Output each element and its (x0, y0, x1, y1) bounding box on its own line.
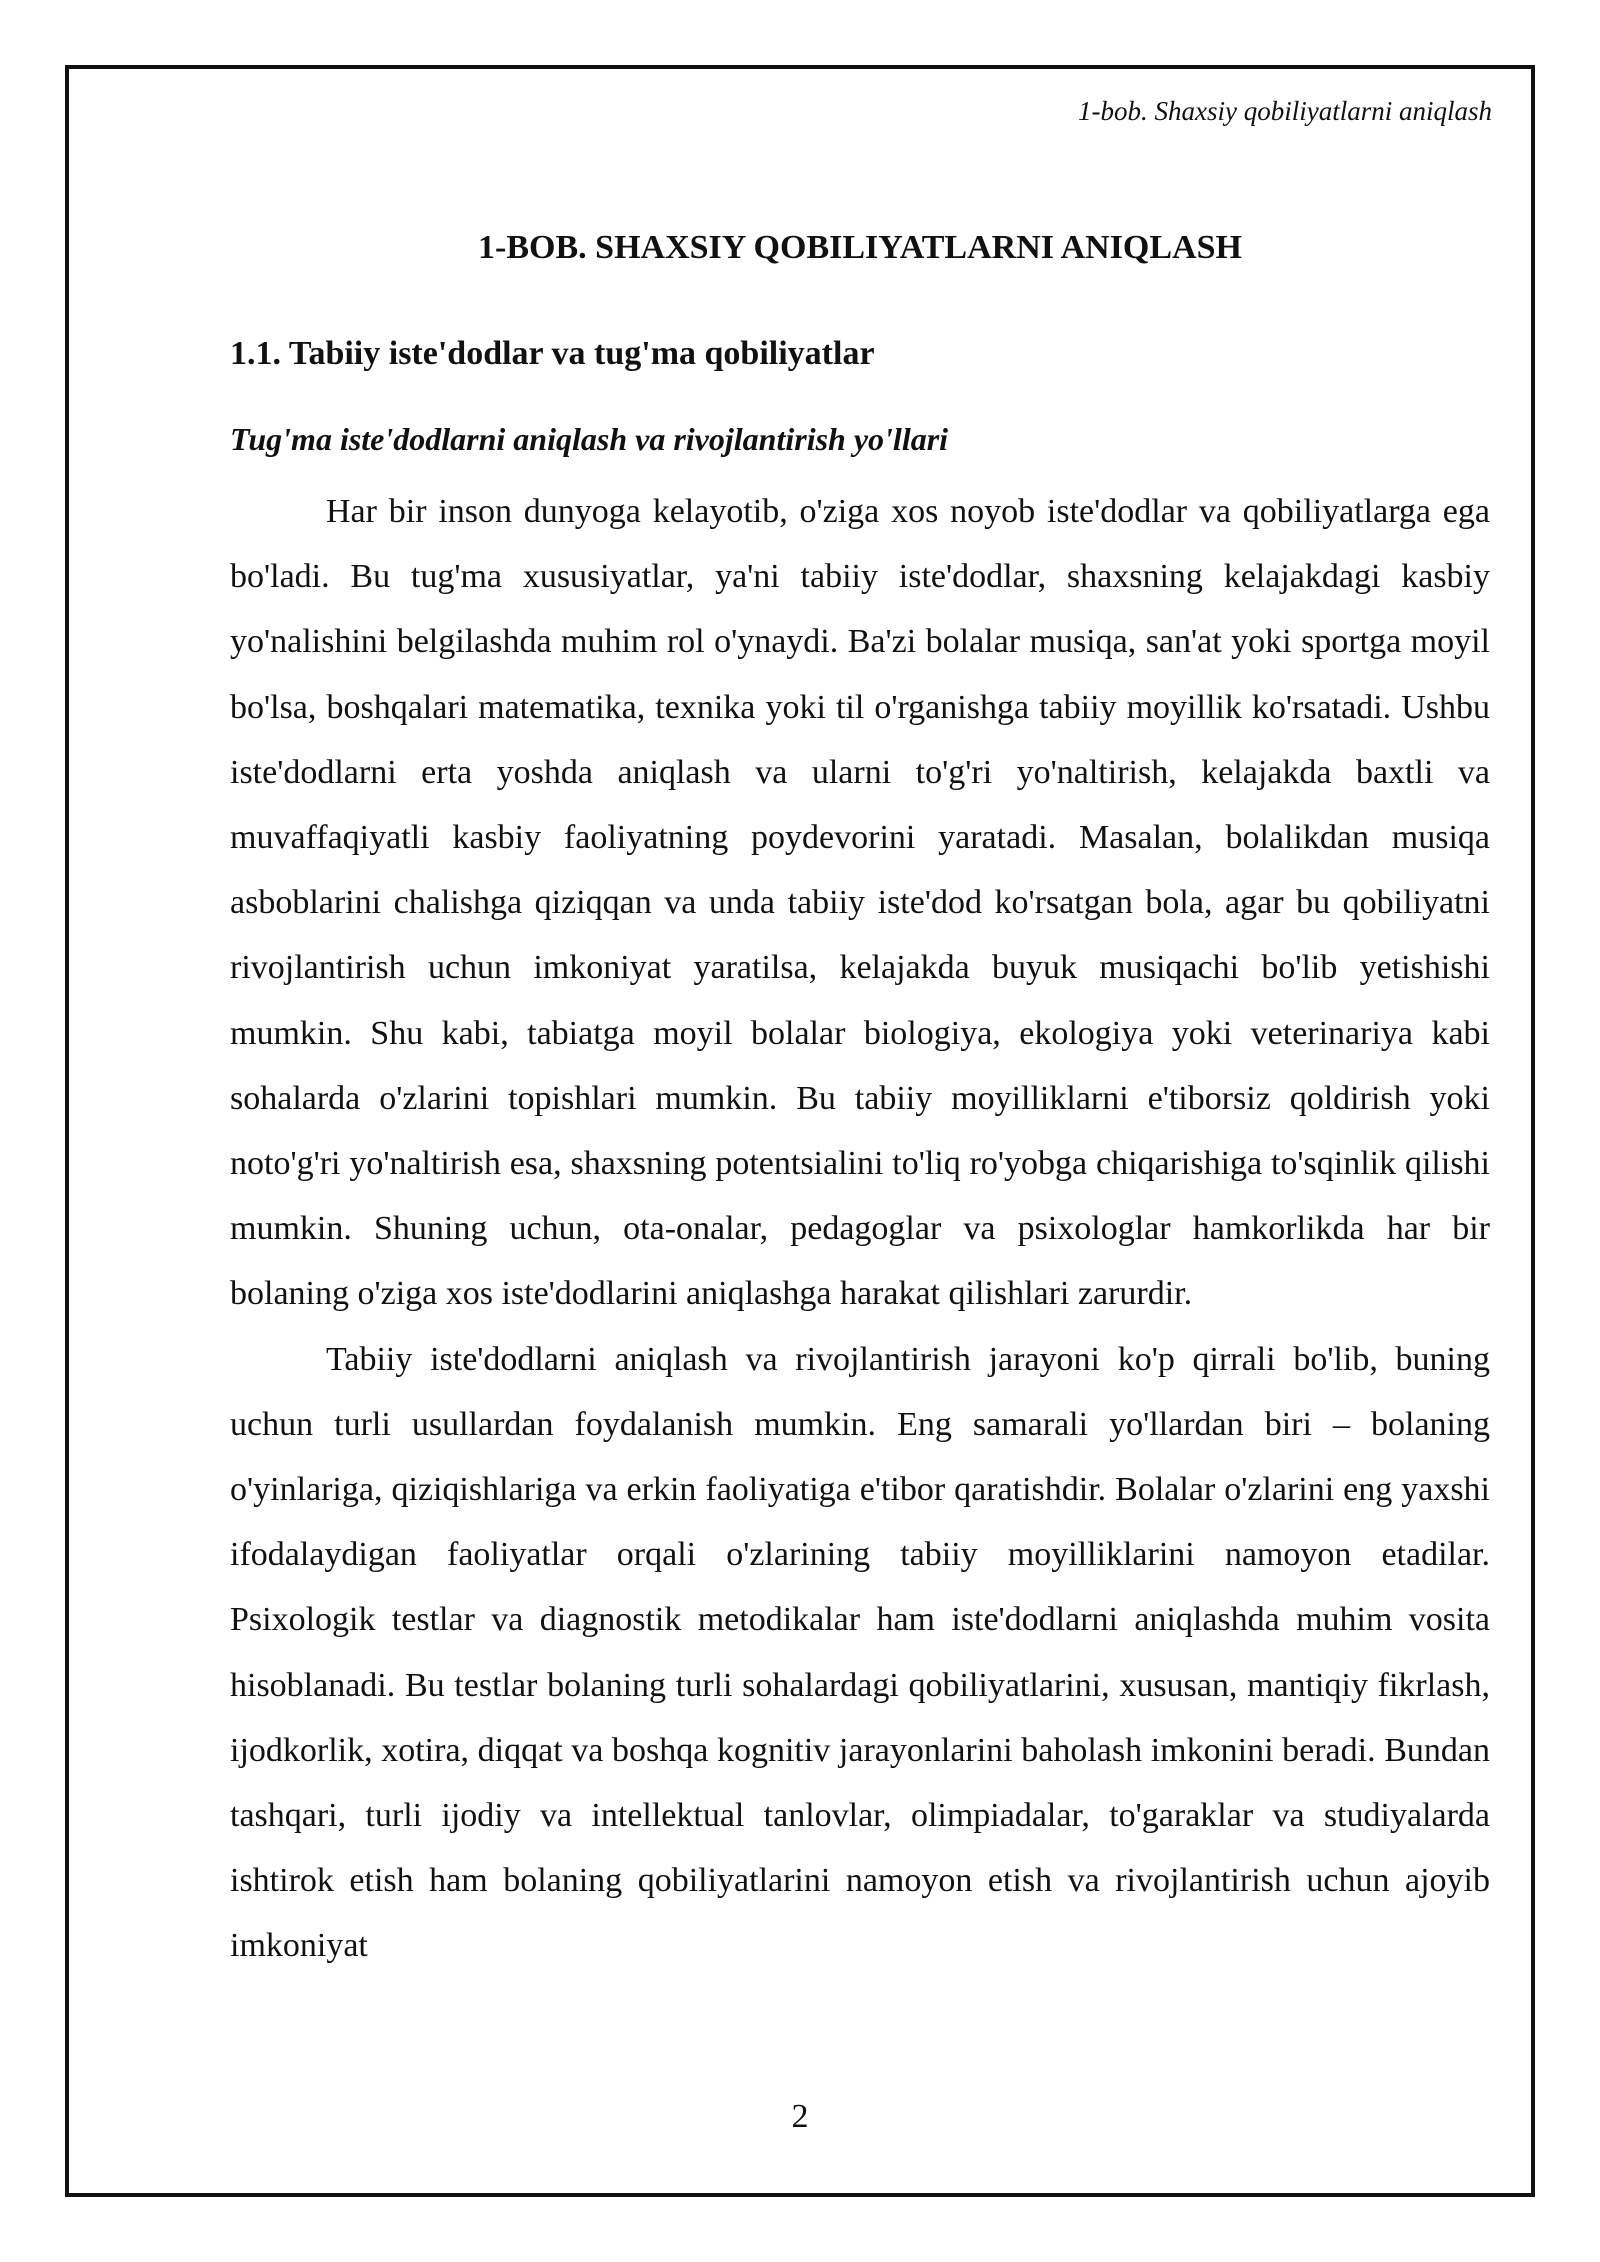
chapter-title: 1-BOB. SHAXSIY QOBILIYATLARNI ANIQLASH (478, 229, 1242, 266)
body-paragraph: Tabiiy iste'dodlarni aniqlash va rivojlantirish jarayoni ko'p qirrali bo'lib, buning uchun turli usullardan foydalanish mumkin. Eng samarali yo'llardan biri – bolaning o'yinlariga, qiziqishlariga va erkin faoliyatiga e'tibor qaratishdir. Bolalar o'zlarini eng yaxshi ifodalaydigan faoliyatlar orqali o'zlarining tabiiy moyilliklarini namoyon etadilar. Psixologik testlar va diagnostik metodikalar ham iste'dodlarni aniqlashda muhim vosita hisoblanadi. Bu testlar bolaning turli sohalardagi qobiliyatlarini, xususan, mantiqiy fikrlash, ijodkorlik, xotira, diqqat va boshqa kognitiv jarayonlarini baholash imkonini beradi. Bundan tashqari, turli ijodiy va intellektual tanlovlar, olimpiadalar, to'garaklar va studiyalarda ishtirok etish ham bolaning qobiliyatlarini namoyon etish va rivojlantirish uchun ajoyib imkoniyat (230, 1340, 1490, 1965)
section-title: 1.1. Tabiiy iste'dodlar va tug'ma qobiliyatlar (230, 335, 875, 372)
running-header: 1-bob. Shaxsiy qobiliyatlarni aniqlash (1078, 96, 1492, 126)
body-paragraph: Har bir inson dunyoga kelayotib, o'ziga xos noyob iste'dodlar va qobiliyatlarga ega bo'ladi. Bu tug'ma xususiyatlar, ya'ni tabiiy iste'dodlar, shaxsning kelajakdagi kasbiy yo'nalishini belgilashda muhim rol o'ynaydi. Ba'zi bolalar musiqa, san'at yoki sportga moyil bo'lsa, boshqalari matematika, texnika yoki til o'rganishga tabiiy moyillik ko'rsatadi. Ushbu iste'dodlarni erta yoshda aniqlash va ularni to'g'ri yo'naltirish, kelajakda baxtli va muvaffaqiyatli kasbiy faoliyatning poydevorini yaratadi. Masalan, bolalikdan musiqa asboblarini chalishga qiziqqan va unda tabiiy iste'dod ko'rsatgan bola, agar bu qobiliyatni rivojlantirish uchun imkoniyat yaratilsa, kelajakda buyuk musiqachi bo'lib yetishishi mumkin. Shu kabi, tabiatga moyil bolalar biologiya, ekologiya yoki veterinariya kabi sohalarda o'zlarini topishlari mumkin. Bu tabiiy moyilliklarni e'tiborsiz qoldirish yoki noto'g'ri yo'naltirish esa, shaxsning potentsialini to'liq ro'yobga chiqarishiga to'sqinlik qilishi mumkin. Shuning uchun, ota-onalar, pedagoglar va psixologlar hamkorlikda har bir bolaning o'ziga xos iste'dodlarini aniqlashga harakat qilishlari zarurdir. (230, 493, 1490, 1313)
subsection-title: Tug'ma iste'dodlarni aniqlash va rivojlantirish yo'llari (230, 421, 949, 457)
page-number: 2 (791, 2098, 809, 2135)
page-content (230, 205, 1490, 1979)
